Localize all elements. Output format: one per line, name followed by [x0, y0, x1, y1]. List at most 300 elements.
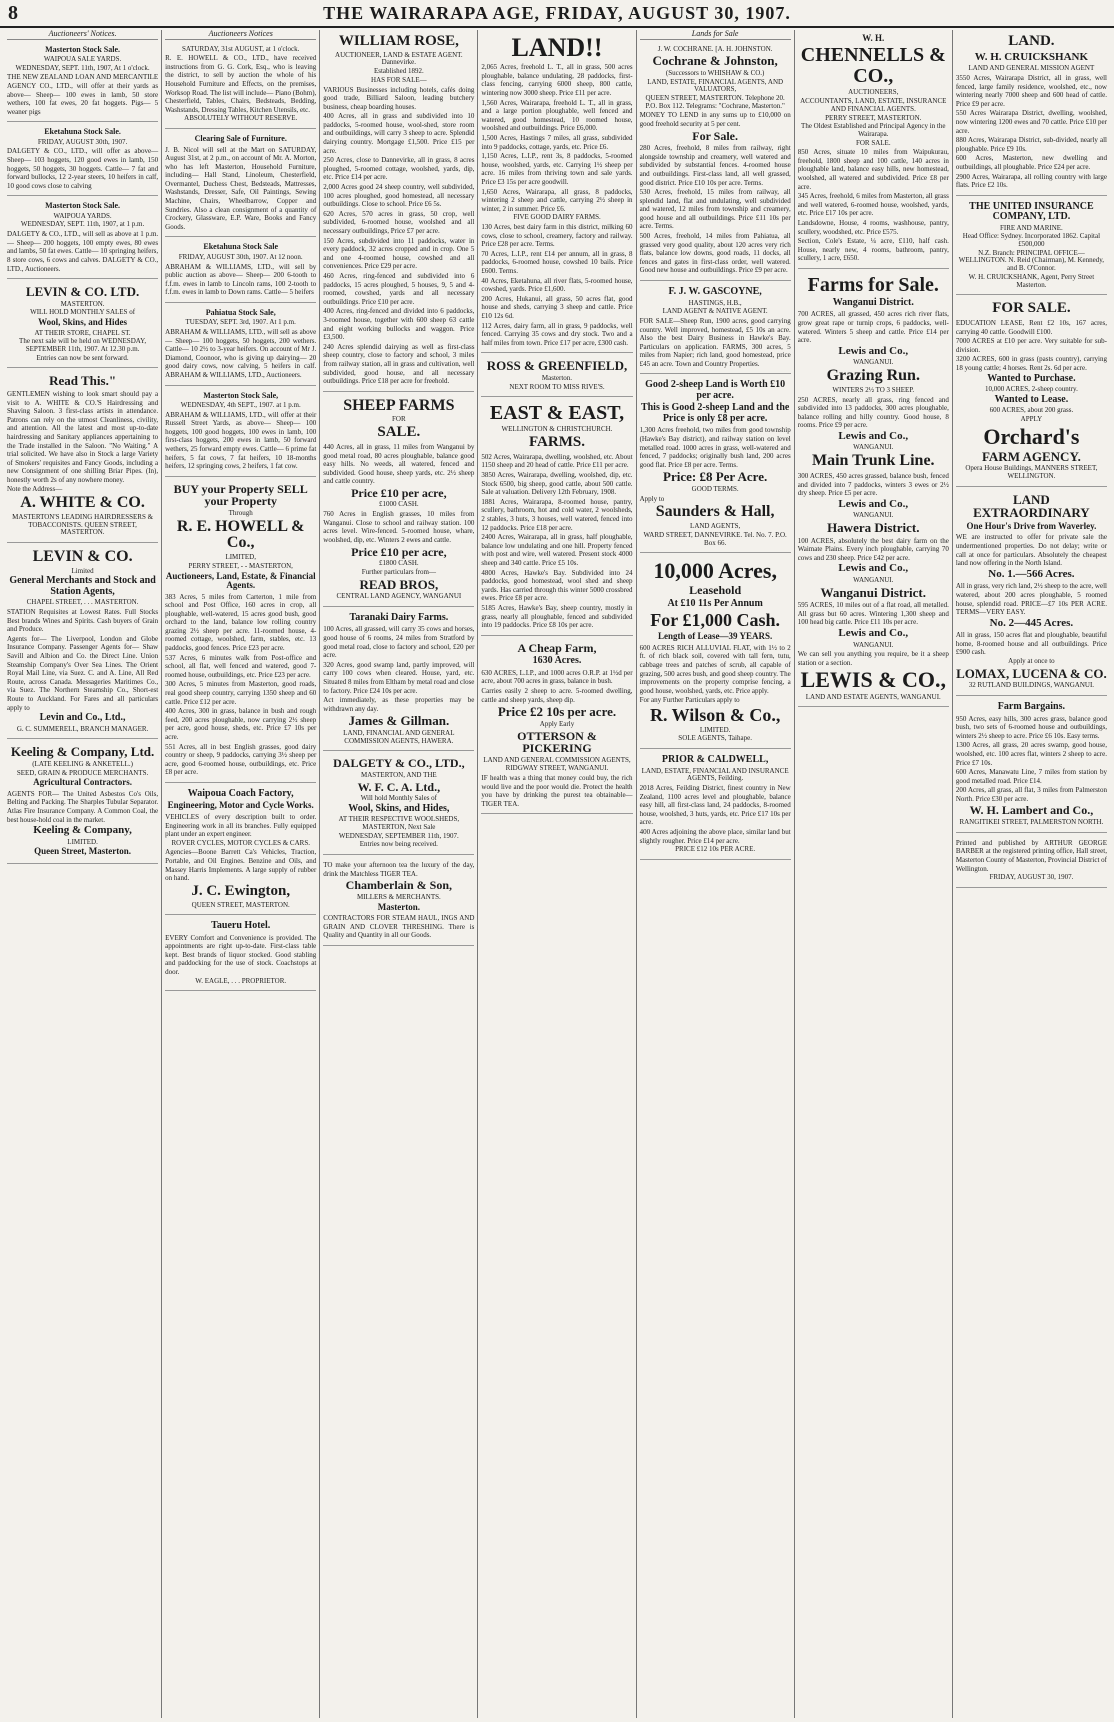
- advertisement: [481, 30, 632, 353]
- ad-subline: N.Z. Branch: PRINCIPAL OFFICE—WELLINGTON. N. Reid (Chairman), M. Kennedy, and B. O'Connor.: [958, 248, 1105, 273]
- ad-body-text: Section, Cole's Estate, ¼ acre, £110, half cash. House, nearly new, 4 rooms, bathroom, pantry, scullery, 1 acre, £650.: [797, 237, 949, 263]
- ad-heading: Price £2 10s per acre.: [497, 704, 617, 720]
- ad-heading: Length of Lease—39 YEARS.: [658, 631, 773, 642]
- ad-subline: The next sale will be held on WEDNESDAY, SEPTEMBER 11th, 1907. At 12.30 p.m.: [19, 337, 147, 353]
- ad-subline: The Oldest Established and Principal Agency in the Wairarapa.: [801, 122, 946, 138]
- page-number: 8: [8, 2, 18, 24]
- ad-body-text: 1,150 Acres, L.I.P., rent 3s, 8 paddocks, 5-roomed house, woolshed, yards, etc. Carrying 1½ sheep per acre. 16 miles from thriving town and sale yards. Price £3 15s per acre goodwill.: [481, 152, 633, 187]
- ad-subline: QUEEN STREET, MASTERTON.: [191, 900, 290, 909]
- ad-heading: Clearing Sale of Furniture.: [194, 134, 287, 144]
- ad-body-text: 550 Acres Wairarapa District, dwelling, woolshed, now wintering 1200 ewes and 70 cattle. Price £10 per acre.: [955, 109, 1107, 135]
- ad-heading: Eketahuna Stock Sale: [203, 242, 279, 252]
- ad-body-text: 950 Acres, easy hills, 300 acres grass, balance good bush, two sets of 6-roomed house and outbuildings, winters 2½ sheep to acre. Price £6 10s. Easy terms.: [955, 714, 1107, 740]
- ad-body-text: 240 Acres splendid dairying as well as first-class sheep country, close to factory and school, 3 miles from railway station, all in grass and cultivation, well subdivided, good house, and all necessary outbuildings. Price £18 per acre for freehold.: [323, 342, 475, 386]
- ad-heading: Engineering, Motor and Cycle Works.: [167, 800, 314, 811]
- ad-heading: Queen Street, Masterton.: [34, 846, 131, 857]
- ad-body-text: 250 ACRES, nearly all grass, ring fenced and subdivided into 13 paddocks, 300 acres ploughable, balance rolling and hilly country. Good house, 8 rooms. Price £9 per acre.: [797, 395, 949, 430]
- advertisement: [165, 42, 316, 130]
- ad-subline: WEDNESDAY, SEPTEMBER 11th, 1907.: [338, 831, 459, 840]
- ad-subline: WANGANUI.: [853, 511, 894, 520]
- ad-heading: Wanganui District.: [820, 584, 926, 600]
- ad-heading: No. 2—445 Acres.: [989, 616, 1074, 629]
- ad-subline: CENTRAL LAND AGENCY, WANGANUI: [336, 592, 462, 601]
- advertisement: [956, 297, 1107, 486]
- ad-body-text: 880 Acres, Wairarapa District, sub-divided, nearly all ploughable. Price £9 10s.: [955, 136, 1107, 153]
- ad-heading: FARMS.: [529, 434, 585, 451]
- ad-body-text: 200 Acres, Hukanui, all grass, 50 acres flat, good house and sheds, carrying 3 sheep and cattle. Price £10 12s 6d.: [481, 294, 633, 321]
- ad-body-text: Agents for— The Liverpool, London and Globe Insurance Company. Passenger Agents for— Shaw Savill and Albion and Co. the Direct Line. Union Steamship Company's Over Sea Lines. The Orient Royal Mail Line, via Suez. C. and A. Line, All Red Route, across Canada. Messageries Maritimes Co., via Suez. The Northern Steamship Co., Short-est Route to Auckland. For Fares and all particulars apply to: [7, 634, 159, 712]
- ad-subline: CHAPEL STREET, . . . MASTERTON.: [26, 598, 139, 607]
- ad-subline: FIVE GOOD DAIRY FARMS.: [513, 213, 601, 222]
- ad-body-text: 600 ACRES RICH ALLUVIAL FLAT, with 1½ to 2 ft. of rich black soil, covered with tall fern, tutu, cabbage trees and patches of scrub, all capable of grazing, 500 acres bush, and good sheep country. The improvements on the property comprise fencing, a good house, woolshed, yards, etc. Price apply.: [639, 643, 791, 695]
- ad-subline: AUCTIONEER, LAND & ESTATE AGENT. Dannevirke.: [335, 50, 463, 67]
- ad-subline: Opera House Buildings, MANNERS STREET, WELLINGTON.: [965, 464, 1098, 480]
- ad-subline: LAND AGENTS,: [690, 522, 741, 531]
- ad-subline: WEDNESDAY, 4th SEPT., 1907. at 1 p.m.: [180, 400, 301, 409]
- ad-subline: W. EAGLE, . . . PROPRIETOR.: [195, 976, 287, 985]
- advertisement: [165, 131, 316, 237]
- ad-heading: Masterton.: [377, 901, 420, 912]
- advertisement: [956, 198, 1107, 296]
- ad-heading: Lewis and Co.,: [838, 627, 909, 640]
- ad-heading: Taueru Hotel.: [211, 920, 271, 932]
- ad-subline: Will hold Monthly Sales of: [360, 794, 438, 803]
- ad-body-text: STATION Requisites at Lowest Rates. Full Stocks Best brands Wines and Spirits. Cash buyers of Grain and Produce.: [7, 608, 159, 634]
- section-heading: Lands for Sale: [640, 30, 791, 40]
- ad-heading: Wool, Skins, and Hides,: [348, 802, 450, 814]
- ad-heading: Cochrane & Johnston,: [652, 53, 778, 69]
- ad-subline: WANGANUI.: [853, 575, 894, 584]
- ad-subline: £1800 CASH.: [379, 559, 419, 568]
- ad-heading: Leasehold: [689, 583, 742, 598]
- ad-body-text: 1,650 Acres, Wairarapa, all grass, 8 paddocks, wintering 2 sheep and cattle, carrying 2½ sheep in winter, 2 in summer. Price £6.: [481, 187, 633, 213]
- advertisement: [323, 857, 474, 946]
- ad-body-text: 280 Acres, freehold, 8 miles from railway, right alongside township and creamery, well watered and subdivided by substantial fences. 4-roomed house and outbuildings. First-class land, all well grassed, good district. Price £10 10s per acre. Terms.: [639, 144, 791, 187]
- advertisement: [640, 555, 791, 749]
- ad-body-text: Note the Address—: [7, 485, 63, 494]
- ad-body-text: 630 ACRES, L.I.P., and 1000 acres O.R.P. at 1½d per acre, about 700 acres in grass, balance in bush.: [481, 668, 633, 686]
- ad-body-text: 300 ACRES, 450 acres grassed, balance bush, fenced and divided into 7 paddocks, winters 3 ewes or 2½ dry sheep. Price £5 per acre.: [797, 471, 949, 498]
- ad-heading: Price: £8 Per Acre.: [663, 469, 768, 485]
- ad-heading: Orchard's: [983, 423, 1080, 449]
- ad-body-text: 2,000 Acres good 24 sheep country, well subdivided, 100 acres ploughed, good homestead, all necessary outbuildings. Close to school. Price £6 5s.: [323, 183, 475, 209]
- ad-subline: 10,000 ACRES, 2-sheep country.: [984, 385, 1078, 394]
- ad-body-text: 7000 ACRES at £10 per acre. Very suitable for sub-division.: [955, 337, 1107, 354]
- advertisement: [7, 198, 158, 279]
- ad-subline: TUESDAY, SEPT. 3rd, 1907. At 1 p.m.: [185, 318, 296, 327]
- ad-heading: Lewis and Co.,: [838, 497, 909, 510]
- ad-body-text: 5185 Acres, Hawke's Bay, sheep country, mostly in grass, nearly all ploughable, fenced and subdivided into 19 paddocks. Price £8 10s per acre.: [481, 603, 633, 630]
- ad-heading: Read This.": [49, 373, 117, 389]
- ad-heading: SHEEP FARMS: [343, 396, 455, 414]
- ad-subline: Further particulars from—: [361, 567, 436, 576]
- ad-heading: Chamberlain & Son,: [345, 878, 453, 893]
- ad-subline: MASTERTON, AND THE: [360, 770, 437, 779]
- ad-heading: EAST & EAST,: [489, 402, 625, 425]
- ad-body-text: 100 Acres, all grassed, will carry 35 cows and horses, good house of 6 rooms, 24 miles from Stratford by good metal road, close to factory and school, £20 per acre.: [323, 625, 475, 660]
- ad-body-text: 345 Acres, freehold, 6 miles from Masterton, all grass and well watered, 6-roomed house, woolshed, yards, etc. Price £17 10s per acre.: [797, 192, 949, 218]
- ad-subline: WANGANUI.: [853, 443, 894, 452]
- ad-subline: HASTINGS, H.B.,: [688, 298, 742, 307]
- ad-subline: WAIPOUA YARDS.: [53, 211, 112, 220]
- ad-subline: LAND AND GENERAL COMMISSION AGENTS,: [483, 755, 631, 764]
- ad-heading: W. H. Lambert and Co.,: [969, 803, 1094, 818]
- ad-subline: W. H. CRUICKSHANK, Agent, Perry Street Masterton.: [968, 272, 1095, 289]
- ad-subline: LAND AND GENERAL MISSION AGENT: [968, 64, 1095, 73]
- ad-body-text: VEHICLES of every description built to order. Engineering work in all its branches. Fully equipped plant under an expert engineer.: [165, 812, 317, 839]
- ad-body-text: ABRAHAM & WILLIAMS, LTD., will offer at their Russell Street Yards, as above— Sheep— 100 hoggets, 100 good hoggets, 100 ewes in lamb, 100 first-class hoggets, 200 ewes in lamb, 50 forward wethers, 25 forward empty ewes. Cattle— 6 prime fat heifers, 5 fat cows, 7 fat heifers, 10 18-months heifers, 12 springing cows, 2 heifers, 1 fat cow.: [165, 410, 317, 471]
- ad-body-text: MONEY TO LEND in any sums up to £10,000 on good freehold security at 5 per cent.: [639, 111, 791, 128]
- advertisement: [798, 30, 949, 269]
- ad-heading: Price £10 per acre,: [351, 544, 447, 559]
- ad-body-text: 400 Acres adjoining the above place, similar land but slightly rougher. Price £14 per acre.: [639, 828, 791, 845]
- ad-heading: BUY your Property SELL your Property: [173, 481, 308, 509]
- ad-subline: £1000 CASH.: [379, 500, 419, 509]
- ad-subline: Masterton.: [541, 374, 573, 383]
- ad-heading: General Merchants and Stock and Station Agents,: [9, 575, 156, 597]
- ad-subline: LAND AGENT & NATIVE AGENT.: [662, 307, 768, 316]
- advertisement: [7, 741, 158, 864]
- ad-subline: WANGANUI.: [853, 358, 894, 367]
- ad-subline: SATURDAY, 31st AUGUST, at 1 o'clock.: [182, 44, 300, 53]
- advertisement: [481, 355, 632, 397]
- ad-heading: W. H. CRUICKSHANK: [974, 50, 1089, 63]
- ad-body-text: 460 Acres, ring-fenced and subdivided into 6 paddocks, 15 acres ploughed, 5 houses, 9, 5 and 4-roomed, cowshed, yards and all necessary outbuildings. Price £10 per acre.: [323, 271, 475, 306]
- ad-heading: Taranaki Dairy Farms.: [349, 611, 449, 623]
- ad-subline: FOR: [392, 415, 406, 424]
- ad-heading: A Cheap Farm,: [517, 640, 597, 655]
- ad-heading: 10,000 Acres,: [653, 558, 777, 584]
- ad-subline: AUCTIONEERS,: [848, 88, 899, 97]
- ad-heading: At £10 11s Per Annum: [667, 597, 763, 609]
- ad-body-text: 537 Acres, 6 minutes walk from Post-office and school, all flat, well fenced and watered, good 7-roomed house, outbuildings, etc. Price £23 per acre.: [165, 653, 317, 679]
- advertisement: [956, 489, 1107, 696]
- ad-subline: AT THEIR STORE, CHAPEL ST.: [34, 328, 131, 337]
- ad-body-text: 600 Acres, Manawatu Line, 7 miles from station by good metalled road. Price £14.: [955, 768, 1107, 785]
- ad-heading: SALE.: [377, 424, 421, 441]
- ad-subline: ROVER CYCLES, MOTOR CYCLES & CARS.: [171, 838, 310, 847]
- ad-heading: Wanganui District.: [832, 296, 914, 308]
- ad-body-text: 3200 ACRES, 600 in grass (pasts country), carrying 18 young cattle; 4 horses. Rent 2s. 6d per acre.: [955, 355, 1107, 372]
- ad-heading: Masterton Stock Sale.: [45, 201, 121, 211]
- ad-heading: ROSS & GREENFIELD,: [486, 358, 628, 374]
- ad-heading: W. H.: [862, 33, 885, 43]
- ad-subline: APPLY: [1020, 414, 1043, 423]
- ad-heading: CHENNELLS & CO.,: [800, 44, 946, 88]
- ad-heading: FOR SALE.: [992, 300, 1071, 317]
- ad-heading: J. C. Ewington,: [191, 882, 291, 899]
- ad-heading: Price £10 per acre,: [351, 485, 447, 500]
- ad-subline: (LATE KEELING & ANKETELL.): [32, 760, 133, 769]
- ad-body-text: All in grass, very rich land, 2½ sheep to the acre, well watered, about 200 acres ploughable, 5 roomed house, splendid road. PRICE—£7 10s PER ACRE. TERMS—VERY EASY.: [955, 582, 1107, 617]
- section-heading: Auctioneers' Notices.: [7, 30, 158, 40]
- ad-subline: WELLINGTON & CHRISTCHURCH.: [501, 425, 613, 434]
- ad-body-text: 250 Acres, close to Dannevirke, all in grass, 8 acres ploughed, 5-roomed cottage, woolshed, yards, dip, etc. Price £14 per acre.: [323, 156, 475, 182]
- ad-subline: Apply at once to: [1008, 657, 1055, 666]
- ad-body-text: 200 Acres, all grass, all flat, 3 miles from Palmerston North. Price £30 per acre.: [955, 786, 1107, 803]
- ad-body-text: 2900 Acres, Wairarapa, all rolling country with large flats. Price £2 10s.: [955, 172, 1107, 190]
- ad-body-text: EVERY Comfort and Convenience is provided. The appointments are right up-to-date. First-class table kept. Best brands of liquor stocked. Good stabling and paddocking for the use of stock. Coachstops at door.: [165, 933, 317, 977]
- ad-body-text: 850 Acres, situate 10 miles from Waipukurau, freehold, 1800 sheep and 100 cattle, 140 acres in ploughable land, balance easy hills, new homestead, woolshed, all watered and subdivided. Price £8 per acre.: [797, 148, 949, 191]
- advertisement: [165, 917, 316, 991]
- ad-heading: For £1,000 Cash.: [650, 610, 780, 631]
- ad-subline: LAND, ESTATE, FINANCIAL AGENTS, AND VALUATORS,: [647, 77, 784, 94]
- ad-body-text: 400 Acres, all in grass and subdivided into 10 paddocks, 5-roomed house, wool-shed, store room and outbuildings, will carry 3 sheep to acre. Splendid dairying country. Mortgage £1,500. Price £15 per acre.: [323, 112, 475, 155]
- ad-body-text: All in grass, 150 acres flat and ploughable, beautiful home, 8-roomed house and all outbuildings. Price £900 cash.: [955, 631, 1107, 657]
- ad-heading: Lewis and Co.,: [838, 344, 909, 357]
- ad-subline: G. C. SUMMERELL, BRANCH MANAGER.: [16, 724, 149, 733]
- advertisement: [165, 305, 316, 386]
- ad-body-text: FOR SALE—Sheep Run, 1900 acres, good carrying country. Well improved, homestead, £5 10s an acre. Also the best Dairy Business in Hawke's Bay. Particulars on application. FARMS, 300 acres, 5 miles from Napier; rich land, good homestead, price £45 an acre. Town and Country Properties.: [639, 316, 791, 368]
- ad-heading: R. E. HOWELL & Co.,: [176, 517, 305, 552]
- ad-subline: Limited: [71, 566, 94, 575]
- ad-body-text: We can sell you anything you require, be it a sheep station or a section.: [797, 650, 949, 667]
- ad-heading: LAND!!: [511, 33, 603, 62]
- ad-subline: Entries now being received.: [359, 840, 438, 849]
- column-1: [4, 30, 162, 1718]
- ad-heading: LEVIN & CO.: [32, 547, 133, 565]
- ad-subline: WILL HOLD MONTHLY SALES of: [30, 308, 136, 317]
- advertisement: [956, 835, 1107, 888]
- advertisement: [7, 42, 158, 123]
- ad-subline: WEDNESDAY, SEPT. 11th, 1907, at 1 p.m.: [20, 220, 145, 229]
- ad-subline: MASTERTON'S LEADING HAIRDRESSERS & TOBACCONISTS. QUEEN STREET, MASTERTON.: [12, 512, 154, 537]
- ad-heading: Masterton Stock Sale,: [203, 390, 279, 400]
- ad-heading: R. Wilson & Co.,: [649, 704, 781, 725]
- ad-body-text: Apply to: [639, 494, 665, 503]
- ad-heading: Farms for Sale.: [807, 273, 939, 296]
- ad-heading: A. WHITE & CO.: [20, 494, 145, 512]
- ad-body-text: 2400 Acres, Wairarapa, all in grass, half ploughable, balance low undulating and one hill. Property fenced with post and wire, well watered. Present stock 4000 sheep and 340 cattle. Price £5 10s.: [481, 533, 633, 567]
- ad-heading: LAND EXTRAORDINARY: [973, 491, 1090, 521]
- column-6: [795, 30, 953, 1718]
- ad-body-text: 760 Acres in English grasses, 10 miles from Wanganui. Close to school and railway station. 100 acres level. Wire-fenced. 5-roomed house, whare, woolshed, dip, etc. Winters 2 ewes and cattle.: [323, 510, 475, 544]
- ad-body-text: IF health was a thing that money could buy, the rich would live and the poor would die. Protect the health you have by drinking the purest tea obtainable— TIGER TEA.: [481, 774, 633, 808]
- ad-heading: DALGETY & CO., LTD.,: [333, 756, 465, 771]
- masthead: [0, 0, 1114, 28]
- ad-subline: SEED, GRAIN & PRODUCE MERCHANTS.: [16, 768, 149, 777]
- ad-subline: ACCOUNTANTS, LAND, ESTATE, INSURANCE AND FINANCIAL AGENTS.: [800, 97, 947, 113]
- advertisement: [323, 30, 474, 392]
- ad-body-text: Act immediately, as these properties may be withdrawn any day.: [323, 696, 475, 713]
- ad-heading: Eketahuna Stock Sale.: [44, 127, 121, 137]
- ad-body-text: 500 Acres, freehold, 14 miles from Pahiatua, all grassed very good quality, about 120 acres very rich flats, balance low downs, good roads, 11 docks, all fences and gates in first-class order, well watered. Good new house and outbuildings. Price £9 per acre.: [639, 232, 791, 275]
- ad-subline: FRIDAY, AUGUST 30, 1907.: [989, 873, 1074, 882]
- ad-body-text: 700 ACRES, all grassed, 450 acres rich river flats, grow great rape or turnip crops, 6 paddocks, well-watered. Winters 5 sheep and cattle. Price £14 per acre.: [797, 310, 949, 345]
- ad-body-text: 130 Acres, best dairy farm in this district, milking 60 cows, close to school, creamery, factory and railway. Price £28 per acre. Terms.: [481, 223, 633, 249]
- column-4: [478, 30, 636, 1718]
- advertisement: [956, 30, 1107, 196]
- ad-body-text: 112 Acres, dairy farm, all in grass, 9 paddocks, well fenced. Carrying 35 cows and dry stock. Two and a half miles from town. Price £17 per acre, £300 cash.: [481, 321, 633, 347]
- ad-subline: PERRY STREET, - - MASTERTON,: [188, 561, 293, 570]
- ad-subline: WAIPOUA SALE YARDS.: [43, 54, 122, 63]
- ad-body-text: 595 ACRES, 10 miles out of a flat road, all metalled. All grass but 60 acres. Wintering 1,300 sheep and 100 head big cattle. Price £11 10s per acre.: [797, 601, 949, 627]
- ad-subline: SOLE AGENTS, Taihape.: [678, 734, 752, 743]
- ad-heading: LOMAX, LUCENA & CO.: [956, 665, 1107, 681]
- column-3: [320, 30, 478, 1718]
- ad-subline: GOOD TERMS.: [691, 485, 739, 494]
- ad-body-text: J. B. Nicol will sell at the Mart on SATURDAY, August 31st, at 2 p.m., on account of Mr. A. Morton, who has left Masterton, Household Furniture, including— Hall Stand, Linoleum, Chesterfield, Overmantel, Duchess Chest, Bedsteads, Mattresses, Washstands, Dresser, Safe, Oil Paintings, Sewing Machine, Chairs, Wheelbarrow, Copper and Sundries. Also a clean consignment of a quantity of Crockery, Glassware, E.P. Ware, Books and Fancy Goods.: [165, 145, 317, 231]
- advertisement: [165, 388, 316, 477]
- ad-body-text: 383 Acres, 5 miles from Carterton, 1 mile from school and Post Office, 160 acres in crop, all ploughable, well-watered, 15 acres good bush, good orchard to the land, balance low rolling country grazing 2½ sheep per acre. 11-roomed house, 4-roomed cottage, woolshed, farm, stables, etc. 13 paddocks, good fences. Price £23 per acre.: [165, 592, 317, 653]
- advertisement: [481, 399, 632, 635]
- advertisement: [323, 609, 474, 751]
- ad-body-text: WE are instructed to offer for private sale the undermentioned properties. Do not delay; write or call at once for particulars. Absolutely the cheapest land now offering in the North Island.: [955, 533, 1107, 568]
- ad-subline: AT THEIR RESPECTIVE WOOLSHEDS, MASTERTON, Next Sale: [338, 815, 460, 832]
- ad-heading: James & Gillman.: [348, 713, 450, 729]
- ad-subline: LAND, ESTATE, FINANCIAL AND INSURANCE AGENTS, Feilding.: [641, 766, 789, 783]
- page-title: THE WAIRARAPA AGE, FRIDAY, AUGUST 30, 1907.: [323, 3, 791, 23]
- ad-subline: LAND, FINANCIAL AND GENERAL COMMISSION AGENTS, HAWERA.: [343, 728, 455, 745]
- ad-heading: Farm Bargains.: [997, 701, 1066, 713]
- ad-heading: Levin and Co., Ltd.,: [39, 712, 126, 724]
- ad-heading: Agricultural Contractors.: [33, 777, 133, 788]
- ad-body-text: Landsdowne, House, 4 rooms, washhouse, pantry, scullery, woodshed, etc. Price £575.: [797, 219, 949, 236]
- ad-heading: For Sale.: [692, 128, 739, 143]
- advertisement: [165, 479, 316, 783]
- ad-body-text: For any Further Particulars apply to: [639, 696, 740, 705]
- ad-subline: J. W. COCHRANE. [A. H. JOHNSTON.: [657, 44, 773, 53]
- ad-heading: Masterton Stock Sale.: [45, 44, 121, 54]
- columns-grid: [4, 30, 1110, 1718]
- column-2: [162, 30, 320, 1718]
- advertisement: [165, 785, 316, 915]
- advertisement: [7, 124, 158, 196]
- column-7: [953, 30, 1110, 1718]
- ad-body-text: 40 Acres, Eketahuna, all river flats, 5-roomed house, cowshed, yards. Price £1,600.: [481, 276, 633, 294]
- advertisement: [481, 638, 632, 815]
- ad-body-text: 440 Acres, all in grass, 11 miles from Wanganui by good metal road, 80 acres ploughable, balance good easy hills. No weeds, all watered, fenced and subdivided. Good house, sheep yards, etc. 2½ sheep and cattle country.: [323, 442, 475, 486]
- ad-body-text: 620 Acres, 570 acres in grass, 50 crop, well subdivided, 6-roomed house, woolshed and all necessary outbuildings, Price £7 per acre.: [323, 209, 475, 235]
- ad-body-text: 1,300 Acres freehold, two miles from good township (Hawke's Bay district), and railway station on level metalled road. 1000 acres in grass, well-watered and fenced, 7 paddocks; originally bush land, 200 acres good flat. Price £8 per acre. Terms.: [639, 426, 791, 469]
- ad-body-text: 530 Acres, freehold, 15 miles from railway, all splendid land, flat and undulating, well subdivided and watered, 12 miles from township and creamery, good house and all outbuildings. Price £11 10s per acre. Terms.: [639, 188, 791, 231]
- ad-heading: This is Good 2-sheep Land and the Price is only £8 per acre.: [640, 402, 790, 424]
- ad-body-text: 551 Acres, all in best English grasses, good dairy country or sheep, 9 paddocks, carrying 3½ sheep per acre, good 6-roomed house, outbuildings, etc. Price £8 per acre.: [165, 742, 317, 777]
- ad-subline: QUEEN STREET, MASTERTON. Telephone 20. P.O. Box 112. Telegrams: "Cochrane, Masterton.": [645, 93, 785, 110]
- advertisement: [798, 271, 949, 707]
- ad-body-text: 300 Acres, 5 minutes from Masterton, good roads, real good sheep country, carrying 1350 sheep and 60 cattle. Price £12 per acre.: [165, 680, 317, 706]
- ad-body-text: 502 Acres, Wairarapa, dwelling, woolshed, etc. About 1150 sheep and 20 head of cattle. Price £11 per acre.: [481, 452, 633, 470]
- ad-body-text: CONTRACTORS FOR STEAM HAUL, INGS AND GRAIN AND CLOVER THRESHING. There is Quality and Quantity in all our Goods.: [323, 914, 475, 940]
- ad-heading: Hawera District.: [827, 519, 920, 535]
- ad-body-text: AGENTS FOR— The United Asbestos Co's Oils, Belting and Packing. The Sharples Tubular Separator. Atlas Fire Insurance Company. A Common Coal, the best house-hold coal in the market.: [7, 789, 159, 824]
- ad-body-text: 400 Acres, ring-fenced and divided into 6 paddocks, 3-roomed house, together with 600 sheep 63 cattle and eight working bullocks and waggon. Price £3,500.: [323, 307, 475, 342]
- advertisement: [640, 42, 791, 281]
- ad-heading: Wanted to Lease.: [994, 393, 1069, 405]
- advertisement: [7, 370, 158, 543]
- column-5: [637, 30, 795, 1718]
- ad-heading: PRIOR & CALDWELL,: [661, 754, 769, 766]
- ad-heading: Pahiatua Stock Sale,: [205, 307, 276, 317]
- ad-body-text: 4800 Acres, Hawke's Bay. Subdivided into 24 paddocks, good homestead, wool shed and sheep yards. Has carried through this winter 5000 crossbred ewes. Price £8 per acre.: [481, 568, 633, 603]
- ad-heading: No. 1.—566 Acres.: [988, 567, 1075, 580]
- ad-subline: RIDGWAY STREET, WANGANUI.: [505, 764, 609, 773]
- ad-subline: MASTERTON.: [60, 299, 105, 308]
- ad-heading: W. F. C. A. Ltd.,: [357, 779, 441, 794]
- advertisement: [323, 753, 474, 855]
- ad-subline: (Successors to WHISHAW & CO.): [665, 68, 765, 77]
- ad-heading: Good 2-sheep Land is Worth £10 per acre.: [645, 379, 786, 401]
- ad-heading: 1630 Acres.: [532, 655, 582, 667]
- ad-heading: READ BROS,: [359, 576, 439, 592]
- ad-heading: Main Trunk Line.: [811, 452, 935, 470]
- ad-subline: MILLERS & MERCHANTS.: [356, 892, 441, 901]
- ad-subline: FRIDAY, AUGUST 30th, 1907. At 12 noon.: [178, 252, 303, 261]
- ad-body-text: ABRAHAM & WILLIAMS, LTD., will sell by public auction as above— Sheep— 200 6-tooth to f.f.m. ewes in lamb to Lincoln rams, 100 2-tooth to f.f.m. ewes in lamb to Down rams. Cattle— 5 heifers: [165, 262, 317, 297]
- ad-subline: WEDNESDAY, SEPT. 11th, 1907, At 1 o'clock.: [15, 63, 150, 72]
- ad-subline: PERRY STREET, MASTERTON.: [825, 113, 922, 122]
- ad-subline: WARD STREET, DANNEVIRKE. Tel. No. 7. P.O. Box 66.: [643, 530, 787, 547]
- ad-body-text: ABRAHAM & WILLIAMS, LTD., will sell as above— Sheep— 100 hoggets, 50 hoggets, 200 wethers. Cattle— 10 2½ to 3-year heifers. On account of Mr J. Diamond, Coonoor, who is giving up dairying— 20 good dairy cows, now calving, 5 heifers in calf. ABRAHAM & WILLIAMS, LTD., Auctioneers.: [165, 327, 317, 379]
- ad-body-text: 2018 Acres, Feilding District, finest country in New Zealand, 1100 acres level and ploughable, balance easy hill, all first-class land, 24 paddocks, 8-roomed house, woolshed, 3 huts, yards, etc. Price £17 10s per acre.: [639, 784, 791, 827]
- ad-body-text: R. E. HOWELL & CO., LTD., have received instructions from G. G. Cork, Esq., who is leaving the district, to sell by auction the whole of his Household Furniture and Effects, on the premises, Worksop Road. The list will include— Piano (Bohm), Chesterfield, Tables, Chairs, Bedsteads, Bedding, Washstands, Dressing Tables, Kitchen Utensils, etc.: [165, 54, 317, 114]
- ad-heading: Lewis and Co.,: [838, 429, 909, 442]
- ad-body-text: Agencies—Boone Barrett Ca's Vehicles, Traction, Portable, and Oil Engines. Benzine and Oils, and Massey Harris Implements. A large supply of rubber on hand.: [165, 848, 317, 883]
- advertisement: [640, 751, 791, 860]
- ad-heading: THE UNITED INSURANCE COMPANY, LTD.: [969, 200, 1094, 223]
- ad-body-text: 70 Acres, L.I.P., rent £14 per annum, all in grass, 8 paddocks, 6-roomed house, cowshed 10 bails. Price £600. Terms.: [481, 249, 633, 276]
- ad-subline: Established 1892.: [373, 67, 424, 76]
- ad-subline: WANGANUI.: [853, 640, 894, 649]
- advertisement: [323, 394, 474, 607]
- ad-subline: LIMITED,: [225, 553, 256, 562]
- ad-body-text: 2,065 Acres, freehold L. T., all in grass, 500 acres ploughable, balance undulating, 28 paddocks, first-class fencing, carrying 6000 sheep, 800 cattle, wintering now 3000 sheep. Price £11 per acre.: [481, 63, 633, 98]
- ad-body-text: DALGETY & CO., LTD., will sell as above at 1 p.m.— Sheep— 200 hoggets, 100 empty ewes, 80 ewes and lambs, 50 fat ewes. Cattle— 10 springing heifers, 8 store cows, 6 cows and calves. DALGETY & CO., LTD., Auctioneers.: [7, 230, 159, 273]
- ad-heading: Keeling & Company,: [33, 824, 132, 837]
- advertisement: [7, 545, 158, 739]
- ad-heading: Keeling & Company, Ltd.: [10, 744, 155, 760]
- ad-subline: HAS FOR SALE—: [371, 75, 427, 84]
- ad-subline: LIMITED.: [67, 837, 98, 846]
- advertisement: [165, 239, 316, 302]
- ad-body-text: 150 Acres, subdivided into 11 paddocks, water in every paddock, 32 acres cropped and in crop. One 5 and one 4-roomed house, cowshed and all conveniences. Price £29 per acre.: [323, 236, 475, 271]
- ad-heading: Auctioneers, Land, Estate, & Financial Agents.: [165, 570, 316, 591]
- ad-heading: One Hour's Drive from Waverley.: [966, 520, 1097, 531]
- ad-body-text: Printed and published by ARTHUR GEORGE BARBER at the registered printing office, Hall street, Masterton County of Masterton, Provincial District of Wellington.: [955, 838, 1107, 873]
- ad-body-text: TO make your afternoon tea the luxury of the day, drink the Matchless TIGER TEA.: [323, 861, 475, 878]
- ad-subline: ABSOLUTELY WITHOUT RESERVE.: [184, 114, 298, 123]
- ad-subline: FIRE AND MARINE.: [1000, 223, 1063, 232]
- ad-body-text: GENTLEMEN wishing to look smart should pay a visit to A. WHITE & CO.'S Hairdressing and Shaving Saloon. 3 first-class artists in attendance. Patrons can rely on the utmost Cleanliness, civility, and attention. All the latest and most up-to-date hairdressing and Sanitary appliances appertaining to the Trade installed in the Saloon. "No Waiting." A trial solicited. We have also in Stock a large Variety of Smokers' requisites and Fancy Goods, including a new Consignment of one shilling Briar Pipes. (In), honestly worth 2s of any nowhere money.: [7, 389, 159, 484]
- ad-heading: Lewis and Co.,: [838, 562, 909, 575]
- ad-subline: NEXT ROOM TO MISS RIVE'S.: [509, 382, 605, 391]
- ad-subline: PRICE £12 10s PER ACRE.: [675, 845, 756, 854]
- ad-heading: Wanted to Purchase.: [987, 372, 1076, 384]
- ad-heading: WILLIAM ROSE,: [338, 33, 459, 49]
- advertisement: [956, 698, 1107, 833]
- ad-body-text: 1300 Acres, all grass, 20 acres swamp, good house, woolshed, etc. 100 acres flat, winters 2 sheep to acre. Price £7 10s.: [955, 741, 1107, 767]
- ad-heading: Wool, Skins, and Hides: [38, 317, 127, 328]
- ad-heading: LEVIN & CO. LTD.: [25, 284, 140, 300]
- ad-body-text: VARIOUS Businesses including hotels, cafés doing good trade, Billiard Saloon, leading butchery business, cheap boarding houses.: [323, 85, 475, 111]
- ad-body-text: THE NEW ZEALAND LOAN AND MERCANTILE AGENCY CO., LTD., will offer at their yards as above— Sheep— 100 ewes in lamb, 50 store wethers, 100 fat ewes, 20 fat hoggets. Pigs— 5 weaner pigs: [7, 73, 159, 116]
- ad-subline: Through: [228, 508, 253, 517]
- ad-body-text: DALGETY & CO., LTD., will offer as above— Sheep— 103 hoggets, 120 good ewes in lamb, 150 hoggets, 50 hoggets, 30 hoggets. Cattle— 7 fat and forward bullocks, 12 2-year steers, 10 heifers in calf, 10 good cows close to calving: [7, 147, 159, 190]
- ad-body-text: 600 Acres, Masterton, new dwelling and outbuildings, all ploughable. Price £24 per acre.: [955, 154, 1107, 171]
- ad-body-text: EDUCATION LEASE, Rent £2 10s, 167 acres, carrying 40 cattle. Goodwill £100.: [955, 318, 1107, 336]
- ad-heading: LAND.: [1008, 33, 1055, 49]
- ad-heading: F. J. W. GASCOYNE,: [668, 286, 762, 298]
- advertisement: [640, 376, 791, 553]
- ad-subline: LIMITED.: [699, 725, 731, 734]
- ad-heading: Grazing Run.: [826, 367, 920, 385]
- ad-body-text: 3550 Acres, Wairarapa District, all in grass, well fenced, large family residence, woolshed, etc., now wintering nearly 7000 sheep and 600 head of cattle. Price £9 per acre.: [955, 73, 1107, 108]
- ad-body-text: 3850 Acres, Wairarapa, dwelling, woolshed, dip, etc. Stock 6500, big sheep, good cattle, about 500 cattle. Sale at valuation. Delivery 12th February, 1908.: [481, 471, 633, 497]
- ad-subline: WINTERS 2½ TO 3 SHEEP.: [832, 385, 915, 394]
- advertisement: [640, 283, 791, 374]
- ad-subline: FOR SALE.: [855, 138, 891, 147]
- ad-body-text: 1,560 Acres, Wairarapa, freehold L. T., all in grass, and a large portion ploughable, well fenced and watered, good homestead, 10 roomed house, woolshed and outbuildings. Price £6,000.: [481, 98, 633, 133]
